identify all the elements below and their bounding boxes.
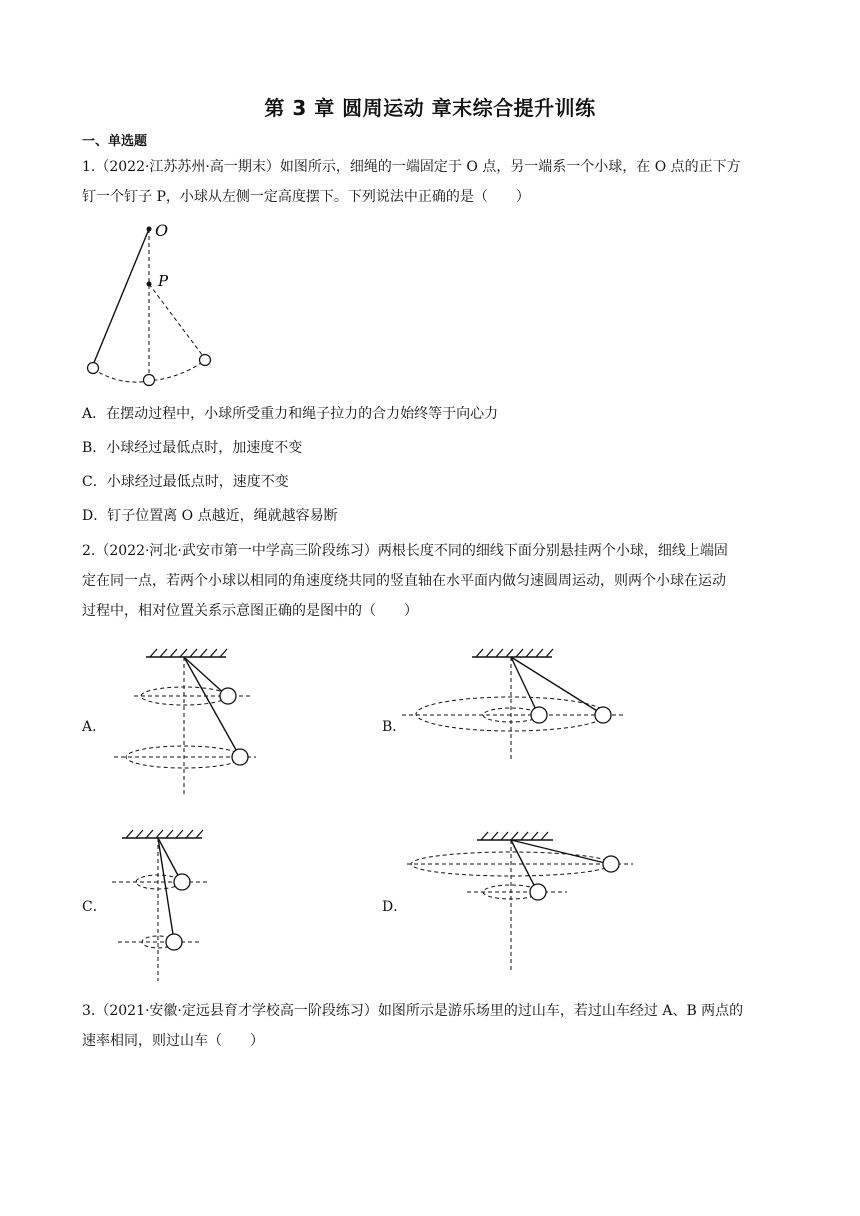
q1-option-a[interactable]: A．在摆动过程中，小球所受重力和绳子拉力的合力始终等于向心力 <box>82 406 499 422</box>
label-o: O <box>155 221 169 240</box>
q1-option-c[interactable]: C．小球经过最低点时，速度不变 <box>82 474 289 490</box>
q2-figure-a <box>110 645 260 800</box>
ball-right <box>200 355 211 366</box>
question-1-text <box>82 152 782 212</box>
q2-label-c[interactable]: C． <box>82 899 107 915</box>
question-1-pendulum-figure <box>80 220 230 390</box>
q2-label-a[interactable]: A． <box>82 719 107 735</box>
question-2-line-3: 过程中，相对位置关系示意图正确的是图中的（ ） <box>82 603 418 619</box>
question-2-line-1: 2.（2022·河北·武安市第一中学高三阶段练习）两根长度不同的细线下面分别悬挂两个小球，细线上端固 <box>82 543 728 559</box>
label-p: P <box>158 272 169 290</box>
page-title: 第 3 章 圆周运动 章末综合提升训练 <box>264 96 596 120</box>
ball-bottom <box>144 375 155 386</box>
string-right-dashed <box>149 284 203 356</box>
ball-left <box>88 363 99 374</box>
question-3-line-2: 速率相同，则过山车（ ） <box>82 1033 264 1049</box>
q2-label-d[interactable]: D． <box>382 899 408 915</box>
q2-figure-b <box>400 645 640 765</box>
q2-figure-c <box>110 826 220 986</box>
q2-label-b[interactable]: B． <box>382 719 407 735</box>
question-3-line-1: 3.（2021·安徽·定远县育才学校高一阶段练习）如图所示是游乐场里的过山车，若过山车经过 A、B 两点的 <box>82 1003 744 1019</box>
q2-figure-d <box>405 826 645 976</box>
section-heading: 一、单选题 <box>82 134 148 149</box>
q1-option-d[interactable]: D．钉子位置离 O 点越近，绳就越容易断 <box>82 508 338 524</box>
question-1-line-1: 1.（2022·江苏苏州·高一期末）如图所示，细绳的一端固定于 O 点，另一端系一个小球，在 O 点的正下方 <box>82 159 741 175</box>
question-1-line-2: 钉一个钉子 P，小球从左侧一定高度摆下。下列说法中正确的是（ ） <box>82 189 530 205</box>
q1-option-b[interactable]: B．小球经过最低点时，加速度不变 <box>82 440 303 456</box>
string-left <box>93 229 149 365</box>
question-2-text <box>82 536 782 626</box>
question-3-text <box>82 996 782 1056</box>
question-2-line-2: 定在同一点，若两个小球以相同的角速度绕共同的竖直轴在水平面内做匀速圆周运动，则两个小球在运动 <box>82 573 726 589</box>
